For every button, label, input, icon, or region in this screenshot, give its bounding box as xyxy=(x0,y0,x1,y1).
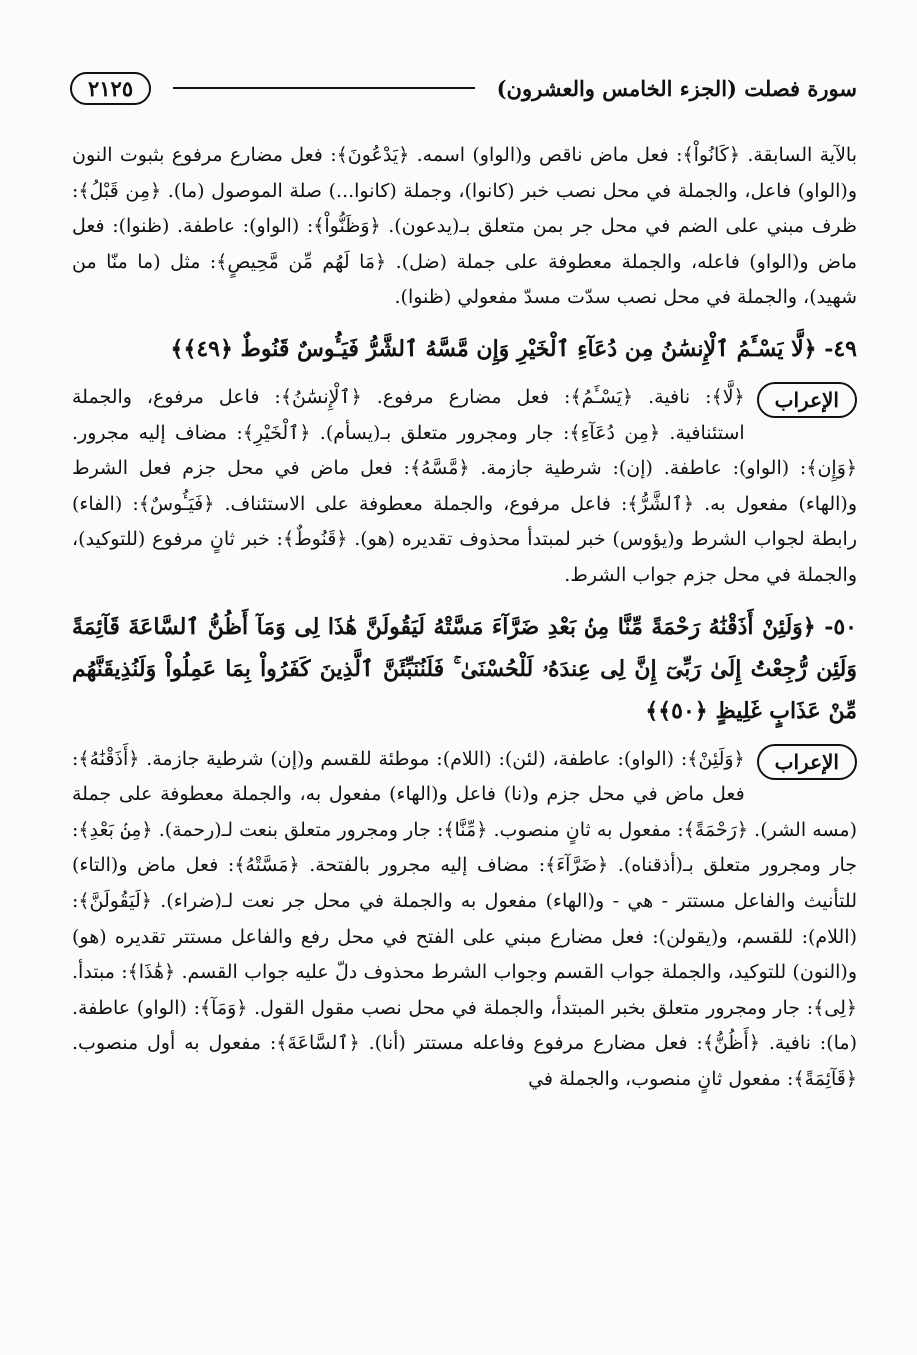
page-header xyxy=(70,62,857,114)
verse-49 xyxy=(72,328,857,370)
verse-text: ﴿وَلَئِنْ أَذَقْنَٰهُ رَحْمَةً مِّنَّا مِنۢ بَعْدِ ضَرَّآءَ مَسَّتْهُ لَيَقُولَنَّ هَٰذَا لِى وَمَآ أَظُنُّ ٱلسَّاعَةَ قَآئِمَةً وَلَئِن رُّجِعْتُ إِلَىٰ رَبِّىٓ إِنَّ لِى عِندَهُۥ لَلْحُسْنَىٰ ۚ فَلَنُنَبِّئَنَّ ٱلَّذِينَ كَفَرُواْ بِمَا عَمِلُواْ وَلَنُذِيقَنَّهُم مِّنْ عَذَابٍ غَلِيظٍ ﴿٥٠﴾﴾ xyxy=(72,613,857,724)
verse-text: ﴿لَّا يَسْـَٔمُ ٱلْإِنسَٰنُ مِن دُعَآءِ ٱلْخَيْرِ وَإِن مَّسَّهُ ٱلشَّرُّ فَيَـُٔوسٌ قَنُوطٌ ﴿٤٩﴾﴾ xyxy=(170,335,817,362)
verse-50 xyxy=(72,606,857,732)
page-number: ٢١٢٥ xyxy=(70,72,151,105)
irab-label: الإعراب xyxy=(757,382,857,418)
header-title: سورة فصلت (الجزء الخامس والعشرون) xyxy=(496,75,857,101)
continuation-paragraph: بالآية السابقة. ﴿كَانُواْ﴾: فعل ماض ناقص و(الواو) اسمه. ﴿يَدْعُونَ﴾: فعل مضارع مرفوع بثبوت النون و(الواو) فاعل، والجملة في محل نصب خبر (كانوا)، وجملة (كانوا...) صلة الموصول (ما). ﴿مِن قَبْلُ﴾: ظرف مبني على الضم في محل جر بمن متعلق بـ(يدعون). ﴿وَظَنُّواْ﴾: (الواو): عاطفة. (ظنوا): فعل ماض و(الواو) فاعله، والجملة معطوفة على جملة (ضل). ﴿مَا لَهُم مِّن مَّحِيصٍ﴾: مثل (ما منّا من شهيد)، والجملة في محل نصب سدّت مسدّ مفعولي (ظنوا). xyxy=(72,144,857,309)
irab-paragraph-50 xyxy=(72,742,857,1098)
irab-label: الإعراب xyxy=(757,744,857,780)
header-rule xyxy=(173,87,475,89)
page-content xyxy=(72,138,857,1103)
irab-paragraph-49 xyxy=(72,380,857,594)
verse-number: ٤٩- xyxy=(824,335,857,362)
irab-text: ﴿وَلَئِنْ﴾: (الواو): عاطفة، (لئن): (اللام): موطئة للقسم و(إن) شرطية جازمة. ﴿أَذَقْنَٰهُ﴾: فعل ماض في محل جزم و(نا) فاعل و(الهاء) مفعول به، والجملة معطوفة على جملة (مسه الشر). ﴿رَحْمَةً﴾: مفعول به ثانٍ منصوب. ﴿مِّنَّا﴾: جار ومجرور متعلق بنعت لـ(رحمة). ﴿مِنۢ بَعْدِ﴾: جار ومجرور متعلق بـ(أذقناه). ﴿ضَرَّآءَ﴾: مضاف إليه مجرور بالفتحة. ﴿مَسَّتْهُ﴾: فعل ماض و(التاء) للتأنيث والفاعل مستتر - هي - و(الهاء) مفعول به والجملة في محل جر نعت لـ(ضراء). ﴿لَيَقُولَنَّ﴾: (اللام): للقسم، و(يقولن): فعل مضارع مبني على الفتح في محل رفع والفاعل مستتر تقديره (هو) و(النون) للتوكيد، والجملة جواب القسم وجواب الشرط محذوف دلّ عليه جواب القسم. ﴿هَٰذَا﴾: مبتدأ. ﴿لِى﴾: جار ومجرور متعلق بخبر المبتدأ، والجملة في محل نصب مقول القول. ﴿وَمَآ﴾: (الواو) عاطفة. (ما): نافية. ﴿أَظُنُّ﴾: فعل مضارع مرفوع وفاعله مستتر (أنا). ﴿ٱلسَّاعَةَ﴾: مفعول به أول منصوب. ﴿قَآئِمَةً﴾: مفعول ثانٍ منصوب، والجملة في xyxy=(72,747,857,1090)
irab-text: ﴿لَّا﴾: نافية. ﴿يَسْـَٔمُ﴾: فعل مضارع مرفوع. ﴿ٱلْإِنسَٰنُ﴾: فاعل مرفوع، والجملة استئنافية. ﴿مِن دُعَآءِ﴾: جار ومجرور متعلق بـ(يسأم). ﴿ٱلْخَيْرِ﴾: مضاف إليه مجرور. ﴿وَإِن﴾: (الواو): عاطفة. (إن): شرطية جازمة. ﴿مَّسَّهُ﴾: فعل ماض في محل جزم فعل الشرط و(الهاء) مفعول به. ﴿ٱلشَّرُّ﴾: فاعل مرفوع، والجملة معطوفة على الاستئناف. ﴿فَيَـُٔوسٌ﴾: (الفاء) رابطة لجواب الشرط و(يؤوس) خبر لمبتدأ محذوف تقديره (هو). ﴿قَنُوطٌ﴾: خبر ثانٍ مرفوع (للتوكيد)، والجملة في محل جزم جواب الشرط. xyxy=(72,385,857,586)
verse-number: ٥٠- xyxy=(824,613,857,640)
